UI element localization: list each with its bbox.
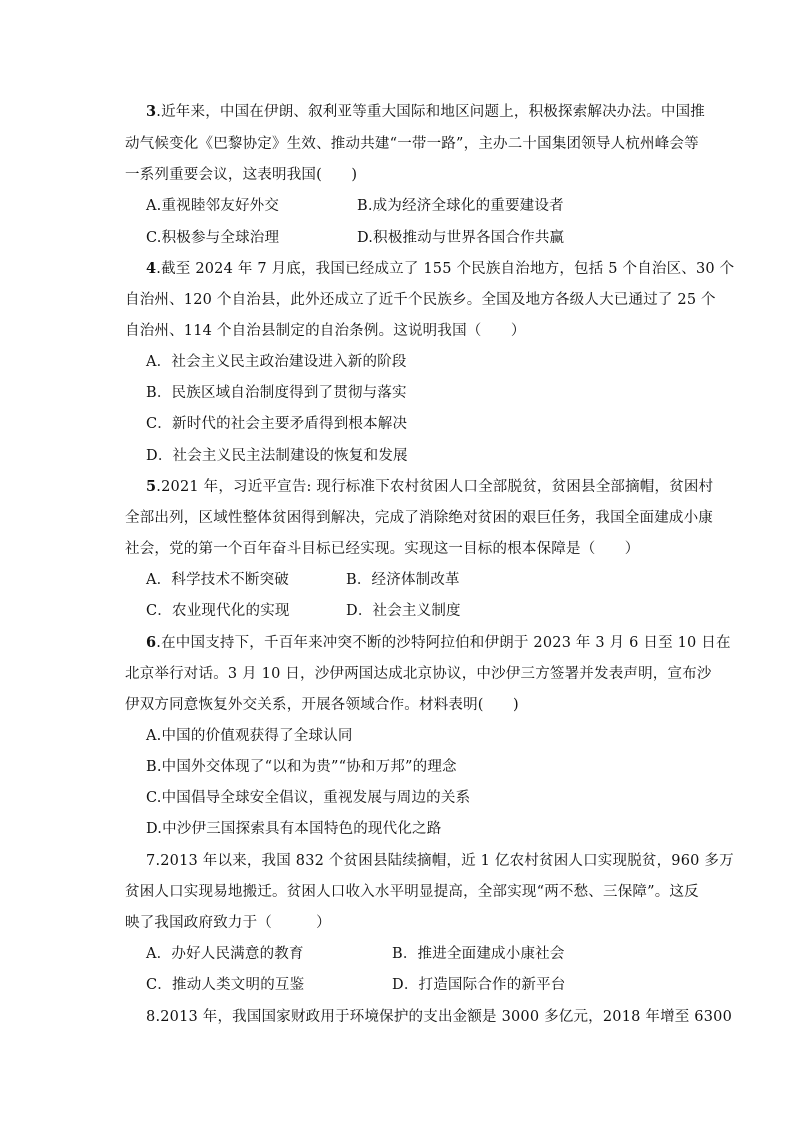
question-5-line-1	[146, 477, 713, 497]
question-7-option-a: A．办好人民满意的教育	[146, 946, 304, 962]
question-4-line-2: 自治州、120 个自治县，此外还成立了近千个民族乡。全国及地方各级人大已通过了 25 个	[125, 292, 716, 308]
question-6-line-1	[146, 633, 731, 653]
question-3-line-1	[146, 102, 705, 122]
question-3-option-c: C.积极参与全球治理	[146, 230, 280, 246]
question-6-option-a: A.中国的价值观获得了全球认同	[146, 728, 353, 744]
question-7-option-b: B．推进全面建成小康社会	[392, 946, 565, 962]
question-4-option-b: B．民族区域自治制度得到了贯彻与落实	[146, 385, 407, 401]
question-5-option-a: A．科学技术不断突破	[146, 572, 289, 588]
question-6-line-3: 伊双方同意恢复外交关系，开展各领域合作。材料表明( )	[125, 697, 519, 713]
question-6-option-b: B.中国外交体现了“以和为贵”“协和万邦”的理念	[146, 759, 457, 775]
question-3-line-3: 一系列重要会议，这表明我国( )	[125, 167, 358, 183]
question-4-option-c: C．新时代的社会主要矛盾得到根本解决	[146, 416, 408, 432]
question-5-option-b: B．经济体制改革	[346, 572, 460, 588]
question-6-line-2: 北京举行对话。3 月 10 日，沙伊两国达成北京协议，中沙伊三方签署并发表声明，宣布沙	[125, 666, 712, 682]
question-7-option-c: C．推动人类文明的互鉴	[146, 977, 305, 993]
question-7-line-2: 贫困人口实现易地搬迁。贫困人口收入水平明显提高，全部实现“两不愁、三保障”。这反	[125, 884, 699, 900]
question-8-line-1	[146, 1007, 732, 1027]
question-7-line-1	[146, 851, 734, 871]
question-6-option-c: C.中国倡导全球安全倡议，重视发展与周边的关系	[146, 790, 471, 806]
question-4-text: .截至 2024 年 7 月底，我国已经成立了 155 个民族自治地方，包括 5 个自治区、30 个	[156, 261, 735, 277]
question-7-number: 7	[146, 853, 156, 869]
question-5-option-c: C．农业现代化的实现	[146, 603, 290, 619]
question-6-number: 6	[146, 634, 157, 651]
question-8-text: .2013 年，我国国家财政用于环境保护的支出金额是 3000 多亿元，2018 年增至 6300	[155, 1009, 732, 1025]
question-3-option-b: B.成为经济全球化的重要建设者	[357, 198, 564, 214]
question-8-number: 8	[146, 1009, 156, 1025]
question-5-text: .2021 年，习近平宣告: 现行标准下农村贫困人口全部脱贫，贫困县全部摘帽，贫困村	[156, 479, 714, 495]
question-3-option-a: A.重视睦邻友好外交	[146, 198, 280, 214]
question-4-line-3: 自治州、114 个自治县制定的自治条例。这说明我国（ ）	[125, 323, 526, 339]
question-6-option-d: D.中沙伊三国探索具有本国特色的现代化之路	[146, 821, 442, 837]
question-5-number: 5	[146, 478, 157, 495]
question-4-option-a: A．社会主义民主政治建设进入新的阶段	[146, 354, 407, 370]
question-3-option-d: D.积极推动与世界各国合作共赢	[357, 230, 565, 246]
question-4-number: 4	[146, 260, 157, 277]
question-7-line-3: 映了我国政府致力于（ ）	[125, 915, 331, 931]
question-4-option-d: D．社会主义民主法制建设的恢复和发展	[146, 448, 408, 464]
question-5-line-2: 全部出列，区域性整体贫困得到解决，完成了消除绝对贫困的艰巨任务，我国全面建成小康	[125, 510, 713, 526]
question-5-option-d: D．社会主义制度	[346, 603, 461, 619]
question-7-option-d: D．打造国际合作的新平台	[392, 977, 566, 993]
question-4-line-1	[146, 259, 734, 279]
question-6-text: .在中国支持下，千百年来冲突不断的沙特阿拉伯和伊朗于 2023 年 3 月 6 日至 10 日在	[156, 635, 731, 651]
question-3-line-2: 动气候变化《巴黎协定》生效、推动共建“一带一路”，主办二十国集团领导人杭州峰会等	[125, 136, 699, 152]
question-3-text: .近年来，中国在伊朗、叙利亚等重大国际和地区问题上，积极探索解决办法。中国推	[156, 104, 706, 120]
question-5-line-3: 社会，党的第一个百年奋斗目标已经实现。实现这一目标的根本保障是（ ）	[125, 541, 640, 557]
question-3-number: 3	[146, 103, 157, 120]
question-7-text: .2013 年以来，我国 832 个贫困县陆续摘帽，近 1 亿农村贫困人口实现脱贫，960 多万	[155, 853, 734, 869]
